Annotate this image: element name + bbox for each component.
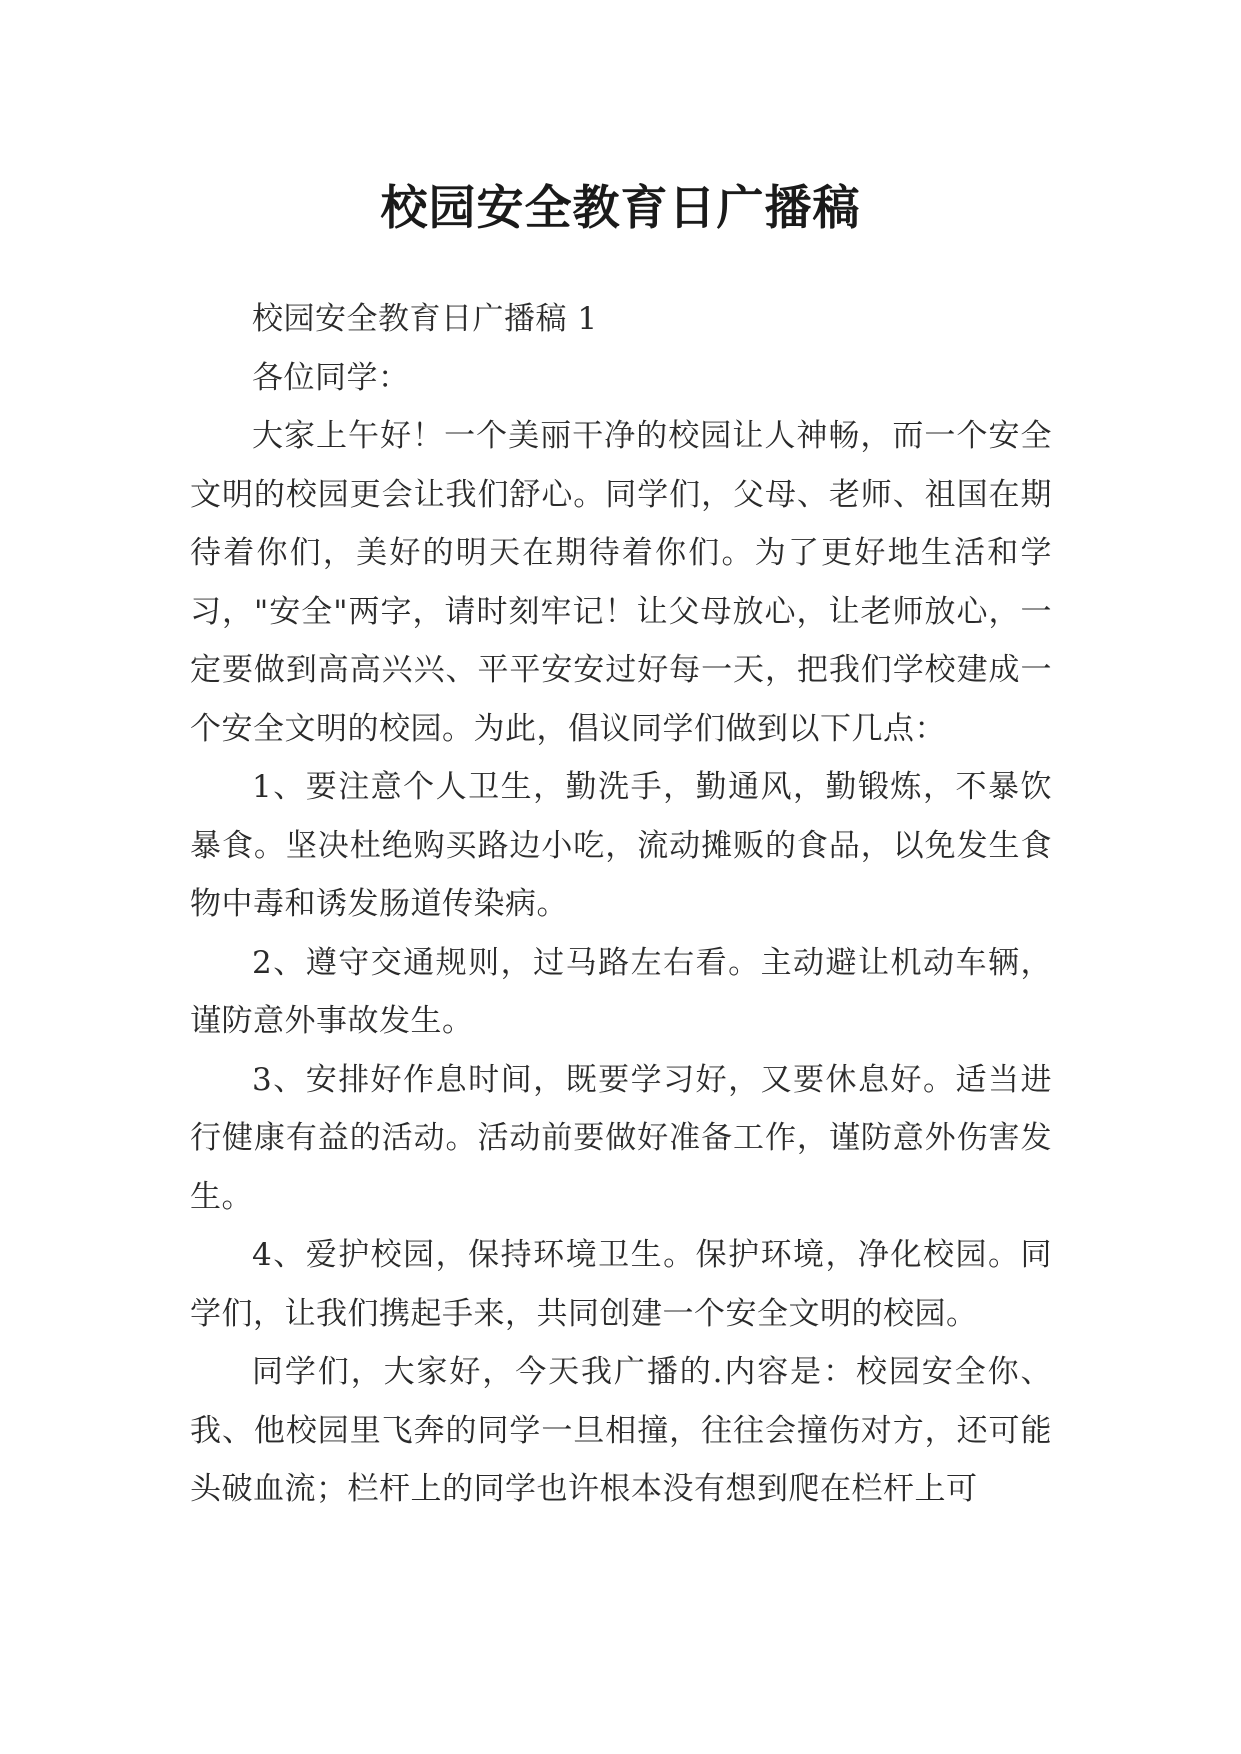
paragraph-point-3: 3、安排好作息时间，既要学习好，又要休息好。适当进行健康有益的活动。活动前要做好准备工作，谨防意外伤害发生。 <box>190 1061 1052 1215</box>
paragraph-point-2: 2、遵守交通规则，过马路左右看。主动避让机动车辆，谨防意外事故发生。 <box>190 944 1052 1039</box>
paragraph-point-4: 4、爱护校园，保持环境卫生。保护环境，净化校园。同学们，让我们携起手来，共同创建一个安全文明的校园。 <box>190 1237 1052 1332</box>
paragraph-point-1: 1、要注意个人卫生，勤洗手，勤通风，勤锻炼，不暴饮暴食。坚决杜绝购买路边小吃，流动摊贩的食品，以免发生食物中毒和诱发肠道传染病。 <box>190 769 1052 922</box>
paragraph-intro: 大家上午好！一个美丽干净的校园让人神畅，而一个安全文明的校园更会让我们舒心。同学们，父母、老师、祖国在期待着你们，美好的明天在期待着你们。为了更好地生活和学习，"安全"两字，请时刻牢记！让父母放心，让老师放心，一定要做到高高兴兴、平平安安过好每一天，把我们学校建成一个安全文明的校园。为此，倡议同学们做到以下几点： <box>190 418 1052 747</box>
paragraph-second-speech: 同学们，大家好，今天我广播的.内容是：校园安全你、我、他校园里飞奔的同学一旦相撞，往往会撞伤对方，还可能头破血流；栏杆上的同学也许根本没有想到爬在栏杆上可 <box>190 1354 1052 1507</box>
document-title: 校园安全教育日广播稿 <box>380 181 861 237</box>
paragraph-heading: 校园安全教育日广播稿 1 <box>252 301 598 337</box>
paragraph-salutation: 各位同学： <box>252 359 410 396</box>
document-body <box>190 290 1052 1519</box>
